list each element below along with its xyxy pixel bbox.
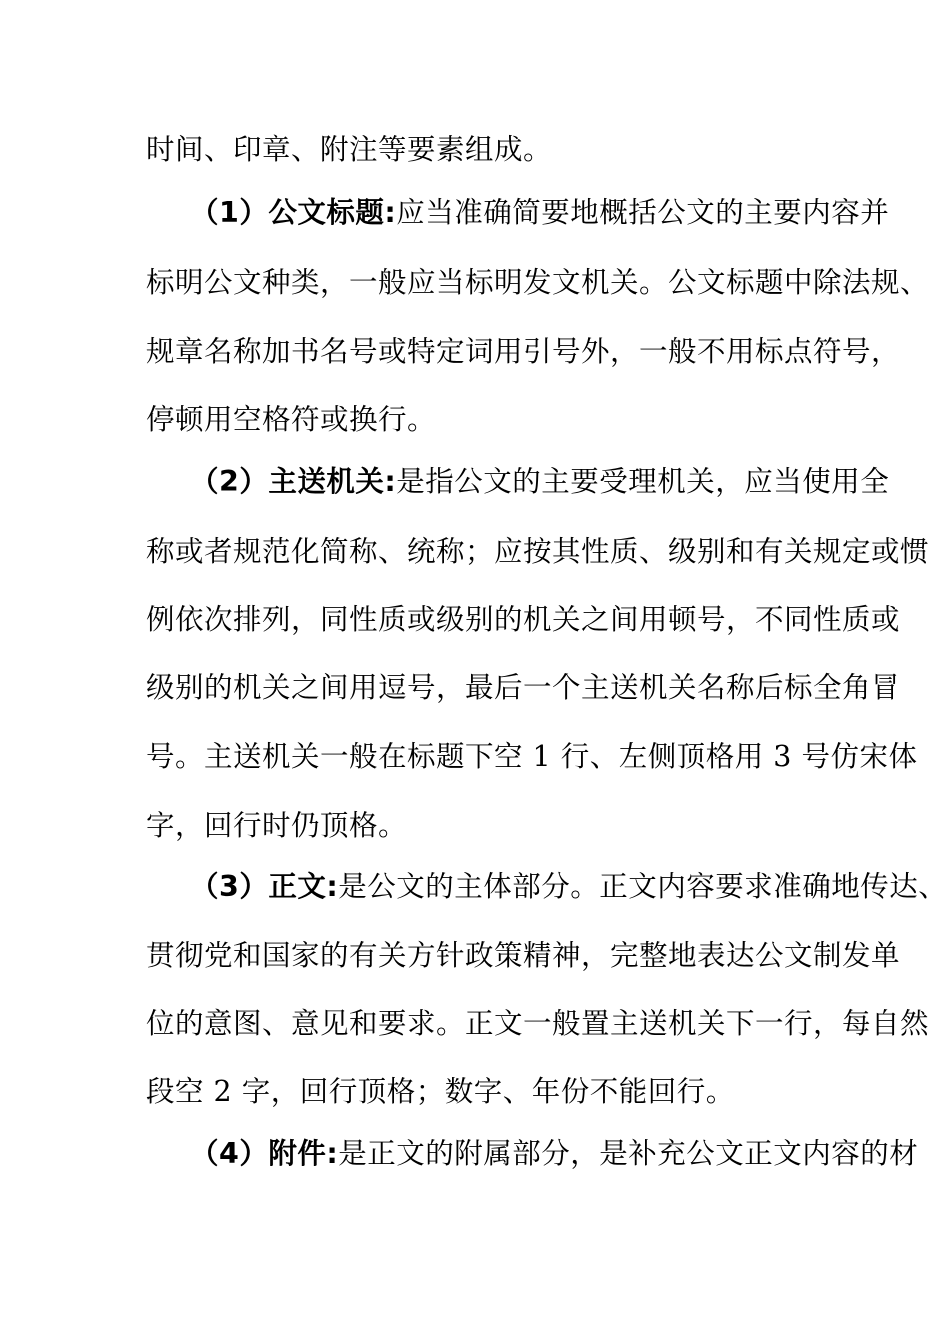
line-text: 称或者规范化简称、统称；应按其性质、级别和有关规定或惯 [146,535,930,568]
text-line [146,806,816,846]
line-text: 是公文的主体部分。正文内容要求准确地传达、 [338,870,948,903]
line-text: 规章名称加书名号或特定词用引号外，一般不用标点符号， [146,335,901,368]
paragraph-heading-line [190,1134,919,1174]
section-heading-recipient: （2）主送机关: [190,465,397,498]
text-line [146,263,930,303]
line-text: 字，回行时仍顶格。 [146,809,408,842]
section-heading-body: （3）正文: [190,870,339,903]
text-line [146,936,901,976]
text-line [146,332,901,372]
paragraph-heading-line [190,462,890,502]
text-line [146,737,918,777]
line-text: 位的意图、意见和要求。正文一般置主送机关下一行，每自然 [146,1007,930,1040]
section-heading-attachment: （4）附件: [190,1137,339,1170]
paragraph-heading-line [190,867,948,907]
text-line [146,600,901,640]
line-text: 级别的机关之间用逗号，最后一个主送机关名称后标全角冒 [146,671,901,704]
line-text: 是正文的附属部分，是补充公文正文内容的材 [338,1137,919,1170]
line-text: 是指公文的主要受理机关，应当使用全 [396,465,890,498]
text-line [146,130,816,170]
line-text: 应当准确简要地概括公文的主要内容并 [396,196,890,229]
text-line [146,1072,816,1112]
text-line [146,532,930,572]
text-line [146,668,901,708]
text-line [146,400,816,440]
line-text: 贯彻党和国家的有关方针政策精神，完整地表达公文制发单 [146,939,901,972]
text-line [146,1004,930,1044]
paragraph-heading-line [190,193,890,233]
line-text: 段空 2 字，回行顶格；数字、年份不能回行。 [146,1075,735,1108]
line-text: 标明公文种类，一般应当标明发文机关。公文标题中除法规、 [146,266,930,299]
line-text: 停顿用空格符或换行。 [146,403,437,436]
line-text: 例依次排列，同性质或级别的机关之间用顿号，不同性质或 [146,603,901,636]
line-text: 号。主送机关一般在标题下空 1 行、左侧顶格用 3 号仿宋体 [146,740,918,773]
line-text: 时间、印章、附注等要素组成。 [146,133,553,166]
section-heading-title: （1）公文标题: [190,196,397,229]
